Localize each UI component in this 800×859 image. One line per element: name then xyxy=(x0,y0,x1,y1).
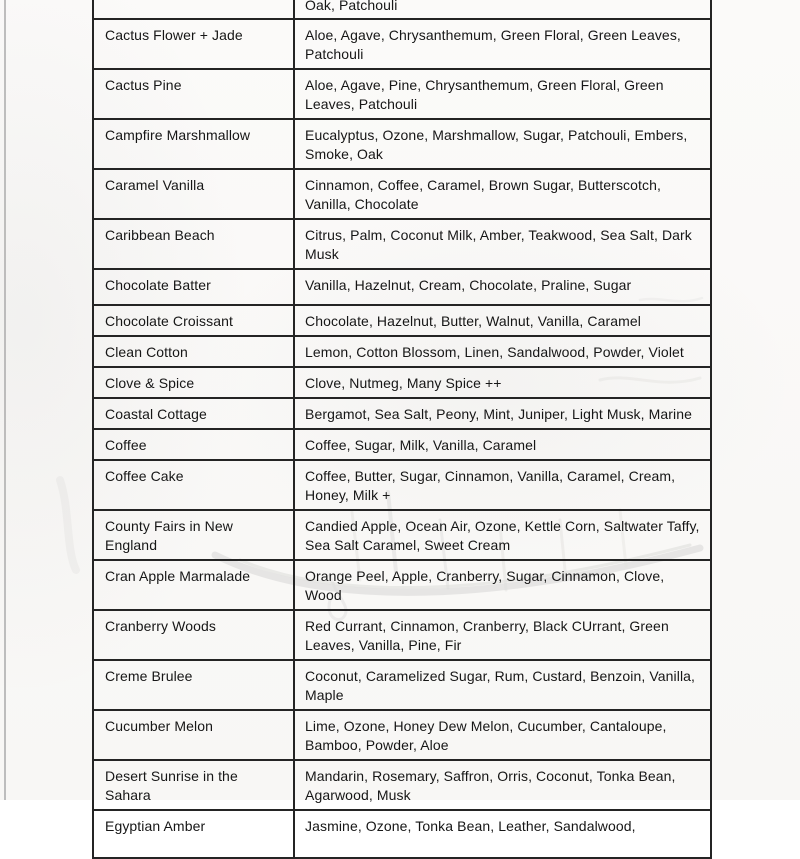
table-row xyxy=(93,219,711,269)
fragrance-name-cell xyxy=(93,0,294,19)
scent-notes-cell: Red Currant, Cinnamon, Cranberry, Black CUrrant, Green Leaves, Vanilla, Pine, Fir xyxy=(294,610,711,660)
table-row xyxy=(93,0,711,19)
fragrance-name-cell: Caribbean Beach xyxy=(93,219,294,269)
fragrance-name-cell: Desert Sunrise in the Sahara xyxy=(93,760,294,810)
scent-notes-cell: Candied Apple, Ocean Air, Ozone, Kettle Corn, Saltwater Taffy, Sea Salt Caramel, Sweet Cream xyxy=(294,510,711,560)
fragrance-name-cell: Caramel Vanilla xyxy=(93,169,294,219)
fragrance-name-cell: Creme Brulee xyxy=(93,660,294,710)
fragrance-name-cell: Cactus Flower + Jade xyxy=(93,19,294,69)
scent-notes-cell: Lemon, Cotton Blossom, Linen, Sandalwood, Powder, Violet xyxy=(294,336,711,367)
fragrance-name-cell: Cactus Pine xyxy=(93,69,294,119)
fragrance-name-cell: Coffee xyxy=(93,429,294,460)
fragrance-name-cell: Campfire Marshmallow xyxy=(93,119,294,169)
table-row xyxy=(93,560,711,610)
fragrance-name-cell: Cucumber Melon xyxy=(93,710,294,760)
scent-notes-cell: Eucalyptus, Ozone, Marshmallow, Sugar, Patchouli, Embers, Smoke, Oak xyxy=(294,119,711,169)
fragrance-notes-table-wrap xyxy=(92,0,710,859)
scan-page-edge-line xyxy=(4,0,6,800)
scent-notes-cell: Oak, Patchouli xyxy=(294,0,711,19)
table-row xyxy=(93,429,711,460)
fragrance-name-cell: Clean Cotton xyxy=(93,336,294,367)
table-row xyxy=(93,305,711,336)
scent-notes-cell: Mandarin, Rosemary, Saffron, Orris, Coconut, Tonka Bean, Agarwood, Musk xyxy=(294,760,711,810)
scent-notes-cell: Aloe, Agave, Pine, Chrysanthemum, Green Floral, Green Leaves, Patchouli xyxy=(294,69,711,119)
table-row xyxy=(93,460,711,510)
table-row xyxy=(93,367,711,398)
scent-notes-cell: Lime, Ozone, Honey Dew Melon, Cucumber, Cantaloupe, Bamboo, Powder, Aloe xyxy=(294,710,711,760)
table-row xyxy=(93,710,711,760)
table-row xyxy=(93,336,711,367)
scent-notes-cell: Coffee, Butter, Sugar, Cinnamon, Vanilla, Caramel, Cream, Honey, Milk + xyxy=(294,460,711,510)
scent-notes-cell: Chocolate, Hazelnut, Butter, Walnut, Vanilla, Caramel xyxy=(294,305,711,336)
table-row xyxy=(93,19,711,69)
fragrance-notes-table xyxy=(92,0,712,859)
table-row xyxy=(93,398,711,429)
table-row xyxy=(93,660,711,710)
table-row xyxy=(93,269,711,305)
table-row xyxy=(93,810,711,858)
table-row xyxy=(93,760,711,810)
scent-notes-cell: Vanilla, Hazelnut, Cream, Chocolate, Praline, Sugar xyxy=(294,269,711,305)
table-row xyxy=(93,69,711,119)
table-row xyxy=(93,119,711,169)
table-row xyxy=(93,610,711,660)
fragrance-name-cell: Coastal Cottage xyxy=(93,398,294,429)
scent-notes-cell: Orange Peel, Apple, Cranberry, Sugar, Cinnamon, Clove, Wood xyxy=(294,560,711,610)
scent-notes-cell: Citrus, Palm, Coconut Milk, Amber, Teakwood, Sea Salt, Dark Musk xyxy=(294,219,711,269)
scent-notes-cell: Aloe, Agave, Chrysanthemum, Green Floral, Green Leaves, Patchouli xyxy=(294,19,711,69)
scent-notes-cell: Jasmine, Ozone, Tonka Bean, Leather, Sandalwood, xyxy=(294,810,711,858)
scent-notes-cell: Coconut, Caramelized Sugar, Rum, Custard, Benzoin, Vanilla, Maple xyxy=(294,660,711,710)
table-row xyxy=(93,169,711,219)
scent-notes-cell: Coffee, Sugar, Milk, Vanilla, Caramel xyxy=(294,429,711,460)
fragrance-name-cell: Coffee Cake xyxy=(93,460,294,510)
fragrance-table-body xyxy=(93,0,711,858)
fragrance-name-cell: Clove & Spice xyxy=(93,367,294,398)
scent-notes-cell: Clove, Nutmeg, Many Spice ++ xyxy=(294,367,711,398)
fragrance-name-cell: Egyptian Amber xyxy=(93,810,294,858)
table-row xyxy=(93,510,711,560)
fragrance-name-cell: Chocolate Croissant xyxy=(93,305,294,336)
fragrance-name-cell: Chocolate Batter xyxy=(93,269,294,305)
fragrance-name-cell: County Fairs in New England xyxy=(93,510,294,560)
fragrance-name-cell: Cranberry Woods xyxy=(93,610,294,660)
scent-notes-cell: Bergamot, Sea Salt, Peony, Mint, Juniper, Light Musk, Marine xyxy=(294,398,711,429)
scent-notes-cell: Cinnamon, Coffee, Caramel, Brown Sugar, Butterscotch, Vanilla, Chocolate xyxy=(294,169,711,219)
fragrance-name-cell: Cran Apple Marmalade xyxy=(93,560,294,610)
